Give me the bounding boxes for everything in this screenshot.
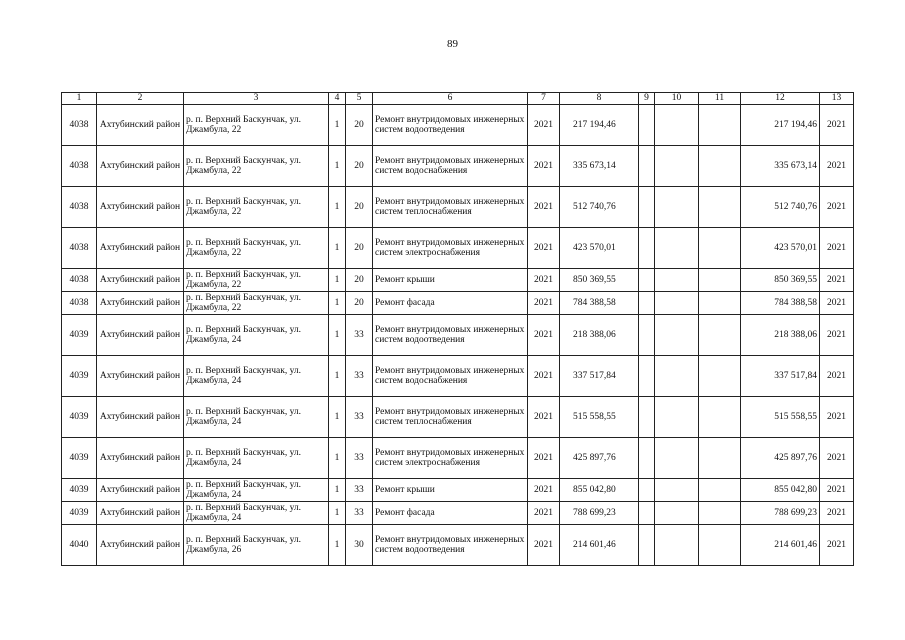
cell-end-year: 2021: [820, 438, 854, 479]
cell-col5: 20: [346, 146, 373, 187]
table-row: [62, 397, 854, 438]
cell-col9: [639, 105, 655, 146]
cell-col5: 33: [346, 356, 373, 397]
cell-cost: 423 570,01: [560, 228, 639, 269]
cell-district: Ахтубинский район: [97, 397, 184, 438]
cell-col5: 20: [346, 269, 373, 292]
cell-col5: 20: [346, 105, 373, 146]
cell-col11: [699, 292, 741, 315]
cell-col4: 1: [329, 292, 346, 315]
cell-cost: 337 517,84: [560, 356, 639, 397]
cell-year: 2021: [528, 525, 560, 566]
cell-address: р. п. Верхний Баскунчак, ул. Джамбула, 22: [184, 292, 329, 315]
cell-cost: 515 558,55: [560, 397, 639, 438]
cell-cost: 425 897,76: [560, 438, 639, 479]
cell-work-type: Ремонт внутридомовых инженерных систем электроснабжения: [373, 228, 528, 269]
cell-cost: 512 740,76: [560, 187, 639, 228]
cell-total: 423 570,01: [741, 228, 820, 269]
cell-end-year: 2021: [820, 356, 854, 397]
cell-id: 4038: [62, 105, 97, 146]
cell-district: Ахтубинский район: [97, 228, 184, 269]
cell-address: р. п. Верхний Баскунчак, ул. Джамбула, 24: [184, 502, 329, 525]
cell-col4: 1: [329, 105, 346, 146]
cell-col11: [699, 438, 741, 479]
cell-year: 2021: [528, 397, 560, 438]
cell-id: 4039: [62, 315, 97, 356]
cell-cost: 850 369,55: [560, 269, 639, 292]
cell-district: Ахтубинский район: [97, 146, 184, 187]
cell-col10: [655, 397, 699, 438]
cell-col9: [639, 292, 655, 315]
cell-col10: [655, 228, 699, 269]
cell-year: 2021: [528, 228, 560, 269]
cell-col10: [655, 105, 699, 146]
cell-work-type: Ремонт внутридомовых инженерных систем водоотведения: [373, 525, 528, 566]
cell-address: р. п. Верхний Баскунчак, ул. Джамбула, 26: [184, 525, 329, 566]
cell-col11: [699, 269, 741, 292]
cell-col4: 1: [329, 356, 346, 397]
cell-end-year: 2021: [820, 479, 854, 502]
cell-year: 2021: [528, 315, 560, 356]
cell-col9: [639, 269, 655, 292]
cell-end-year: 2021: [820, 315, 854, 356]
column-header: 3: [184, 93, 329, 105]
cell-work-type: Ремонт фасада: [373, 292, 528, 315]
table-row: [62, 356, 854, 397]
cell-id: 4038: [62, 187, 97, 228]
cell-work-type: Ремонт фасада: [373, 502, 528, 525]
cell-work-type: Ремонт крыши: [373, 269, 528, 292]
cell-end-year: 2021: [820, 146, 854, 187]
cell-total: 515 558,55: [741, 397, 820, 438]
cell-work-type: Ремонт внутридомовых инженерных систем водоснабжения: [373, 356, 528, 397]
cell-total: 337 517,84: [741, 356, 820, 397]
cell-cost: 855 042,80: [560, 479, 639, 502]
cell-col9: [639, 146, 655, 187]
cell-col11: [699, 356, 741, 397]
cell-total: 217 194,46: [741, 105, 820, 146]
cell-col4: 1: [329, 438, 346, 479]
cell-district: Ахтубинский район: [97, 292, 184, 315]
cell-col9: [639, 228, 655, 269]
cell-id: 4039: [62, 356, 97, 397]
cell-total: 784 388,58: [741, 292, 820, 315]
column-header: 4: [329, 93, 346, 105]
cell-cost: 788 699,23: [560, 502, 639, 525]
table-row: [62, 228, 854, 269]
column-number-row: [62, 93, 854, 105]
table-row: [62, 502, 854, 525]
cell-id: 4038: [62, 146, 97, 187]
cell-end-year: 2021: [820, 228, 854, 269]
cell-district: Ахтубинский район: [97, 315, 184, 356]
cell-col10: [655, 356, 699, 397]
cell-col5: 20: [346, 228, 373, 269]
cell-address: р. п. Верхний Баскунчак, ул. Джамбула, 22: [184, 187, 329, 228]
cell-col9: [639, 502, 655, 525]
cell-cost: 335 673,14: [560, 146, 639, 187]
cell-id: 4038: [62, 269, 97, 292]
cell-col5: 33: [346, 502, 373, 525]
cell-year: 2021: [528, 356, 560, 397]
cell-col10: [655, 292, 699, 315]
cell-col4: 1: [329, 187, 346, 228]
cell-id: 4039: [62, 397, 97, 438]
table-row: [62, 187, 854, 228]
cell-col11: [699, 105, 741, 146]
cell-end-year: 2021: [820, 105, 854, 146]
cell-end-year: 2021: [820, 269, 854, 292]
cell-district: Ахтубинский район: [97, 502, 184, 525]
cell-col11: [699, 146, 741, 187]
table-row: [62, 315, 854, 356]
cell-col9: [639, 187, 655, 228]
cell-col5: 33: [346, 397, 373, 438]
cell-id: 4039: [62, 479, 97, 502]
column-header: 7: [528, 93, 560, 105]
cell-work-type: Ремонт внутридомовых инженерных систем водоотведения: [373, 315, 528, 356]
cell-id: 4039: [62, 502, 97, 525]
cell-col9: [639, 397, 655, 438]
cell-year: 2021: [528, 502, 560, 525]
cell-total: 850 369,55: [741, 269, 820, 292]
cell-work-type: Ремонт внутридомовых инженерных систем теплоснабжения: [373, 187, 528, 228]
cell-year: 2021: [528, 105, 560, 146]
table-row: [62, 438, 854, 479]
cell-col10: [655, 146, 699, 187]
table-body: [62, 93, 854, 566]
cell-district: Ахтубинский район: [97, 187, 184, 228]
cell-end-year: 2021: [820, 397, 854, 438]
cell-address: р. п. Верхний Баскунчак, ул. Джамбула, 22: [184, 269, 329, 292]
cell-year: 2021: [528, 438, 560, 479]
cell-address: р. п. Верхний Баскунчак, ул. Джамбула, 24: [184, 397, 329, 438]
cell-total: 335 673,14: [741, 146, 820, 187]
cell-col10: [655, 438, 699, 479]
cell-col5: 33: [346, 315, 373, 356]
cell-end-year: 2021: [820, 502, 854, 525]
cell-col5: 30: [346, 525, 373, 566]
cell-col9: [639, 438, 655, 479]
cell-col4: 1: [329, 146, 346, 187]
cell-year: 2021: [528, 146, 560, 187]
cell-district: Ахтубинский район: [97, 269, 184, 292]
cell-total: 788 699,23: [741, 502, 820, 525]
cell-district: Ахтубинский район: [97, 356, 184, 397]
column-header: 11: [699, 93, 741, 105]
cell-col11: [699, 397, 741, 438]
page-number: 89: [447, 38, 458, 50]
cell-id: 4038: [62, 228, 97, 269]
cell-address: р. п. Верхний Баскунчак, ул. Джамбула, 22: [184, 105, 329, 146]
cell-address: р. п. Верхний Баскунчак, ул. Джамбула, 24: [184, 315, 329, 356]
cell-col4: 1: [329, 315, 346, 356]
cell-district: Ахтубинский район: [97, 525, 184, 566]
cell-col5: 33: [346, 479, 373, 502]
cell-total: 218 388,06: [741, 315, 820, 356]
cell-work-type: Ремонт внутридомовых инженерных систем теплоснабжения: [373, 397, 528, 438]
cell-work-type: Ремонт внутридомовых инженерных систем водоснабжения: [373, 146, 528, 187]
cell-col11: [699, 315, 741, 356]
cell-col9: [639, 525, 655, 566]
cell-district: Ахтубинский район: [97, 105, 184, 146]
cell-col10: [655, 315, 699, 356]
column-header: 8: [560, 93, 639, 105]
table-row: [62, 146, 854, 187]
column-header: 1: [62, 93, 97, 105]
cell-total: 425 897,76: [741, 438, 820, 479]
cell-col5: 20: [346, 292, 373, 315]
cell-id: 4038: [62, 292, 97, 315]
cell-end-year: 2021: [820, 292, 854, 315]
cell-total: 855 042,80: [741, 479, 820, 502]
cell-year: 2021: [528, 292, 560, 315]
cell-col4: 1: [329, 479, 346, 502]
cell-work-type: Ремонт крыши: [373, 479, 528, 502]
cell-end-year: 2021: [820, 187, 854, 228]
cell-col10: [655, 502, 699, 525]
cell-address: р. п. Верхний Баскунчак, ул. Джамбула, 24: [184, 356, 329, 397]
cell-col10: [655, 269, 699, 292]
cell-col11: [699, 525, 741, 566]
column-header: 5: [346, 93, 373, 105]
column-header: 13: [820, 93, 854, 105]
cell-cost: 784 388,58: [560, 292, 639, 315]
cell-col11: [699, 187, 741, 228]
cell-address: р. п. Верхний Баскунчак, ул. Джамбула, 22: [184, 146, 329, 187]
cell-cost: 218 388,06: [560, 315, 639, 356]
cell-col10: [655, 187, 699, 228]
column-header: 10: [655, 93, 699, 105]
cell-col9: [639, 315, 655, 356]
cell-address: р. п. Верхний Баскунчак, ул. Джамбула, 24: [184, 438, 329, 479]
table-row: [62, 292, 854, 315]
cell-col10: [655, 479, 699, 502]
table-row: [62, 525, 854, 566]
cell-col5: 20: [346, 187, 373, 228]
cell-col10: [655, 525, 699, 566]
cell-district: Ахтубинский район: [97, 479, 184, 502]
cell-address: р. п. Верхний Баскунчак, ул. Джамбула, 22: [184, 228, 329, 269]
table-row: [62, 479, 854, 502]
column-header: 12: [741, 93, 820, 105]
cell-year: 2021: [528, 187, 560, 228]
cell-year: 2021: [528, 479, 560, 502]
cell-work-type: Ремонт внутридомовых инженерных систем водоотведения: [373, 105, 528, 146]
cell-total: 214 601,46: [741, 525, 820, 566]
cell-col4: 1: [329, 228, 346, 269]
column-header: 2: [97, 93, 184, 105]
cell-col11: [699, 228, 741, 269]
cell-total: 512 740,76: [741, 187, 820, 228]
cell-work-type: Ремонт внутридомовых инженерных систем электроснабжения: [373, 438, 528, 479]
column-header: 6: [373, 93, 528, 105]
cell-id: 4040: [62, 525, 97, 566]
cell-cost: 217 194,46: [560, 105, 639, 146]
cell-col4: 1: [329, 502, 346, 525]
cell-address: р. п. Верхний Баскунчак, ул. Джамбула, 24: [184, 479, 329, 502]
cell-year: 2021: [528, 269, 560, 292]
table-row: [62, 269, 854, 292]
cell-district: Ахтубинский район: [97, 438, 184, 479]
cell-col5: 33: [346, 438, 373, 479]
cell-id: 4039: [62, 438, 97, 479]
repair-program-table: [61, 92, 854, 566]
table-row: [62, 105, 854, 146]
cell-col9: [639, 356, 655, 397]
cell-col4: 1: [329, 397, 346, 438]
cell-col4: 1: [329, 525, 346, 566]
cell-col11: [699, 502, 741, 525]
cell-end-year: 2021: [820, 525, 854, 566]
cell-col9: [639, 479, 655, 502]
cell-col4: 1: [329, 269, 346, 292]
cell-cost: 214 601,46: [560, 525, 639, 566]
cell-col11: [699, 479, 741, 502]
column-header: 9: [639, 93, 655, 105]
